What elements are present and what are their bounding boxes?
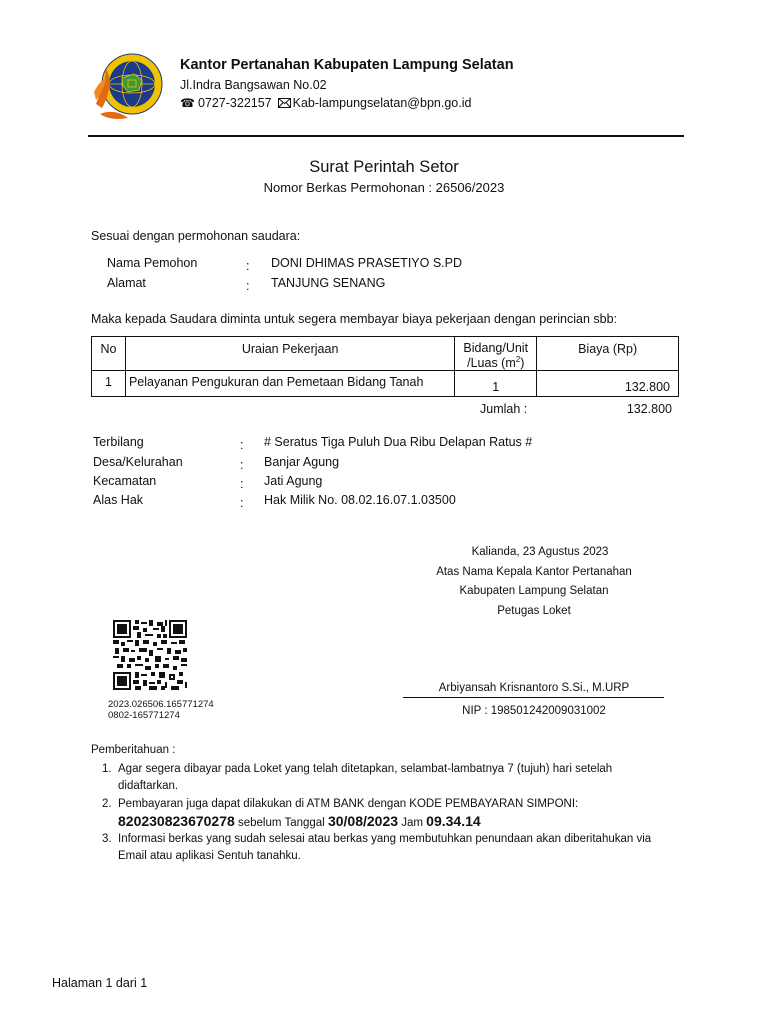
kecamatan-value: Jati Agung [264, 474, 323, 488]
instruction-text: Maka kepada Saudara diminta untuk segera membayar biaya pekerjaan dengan perincian sbb: [91, 312, 618, 326]
file-number: Nomor Berkas Permohonan : 26506/2023 [263, 180, 505, 195]
applicant-name-value: DONI DHIMAS PRASETIYO S.PD [271, 256, 463, 270]
qr-code-icon [113, 620, 187, 690]
desa-value: Banjar Agung [264, 455, 340, 469]
signer-name: Arbiyansah Krisnantoro S.Si., M.URP [438, 682, 630, 694]
notice-item-3-line2: Email atau aplikasi Sentuh tanahku. [118, 849, 301, 862]
header-unit [455, 337, 537, 371]
organization-name: Kantor Pertanahan Kabupaten Lampung Selatan [180, 57, 514, 73]
list-number: 3. [102, 833, 112, 845]
bpn-emblem-icon [92, 48, 168, 124]
row-cost: 132.800 [537, 371, 679, 397]
header-description: Uraian Pekerjaan [125, 337, 454, 371]
list-item [102, 796, 682, 831]
list-number: 2. [102, 798, 112, 810]
header-cost: Biaya (Rp) [537, 337, 679, 371]
qr-code-text [108, 699, 214, 721]
payment-deadline-date: 30/08/2023 [327, 812, 399, 829]
notice-item-2 [118, 796, 578, 831]
table-row [92, 371, 679, 397]
applicant-address-value: TANJUNG SENANG [271, 276, 386, 290]
terbilang-value: # Seratus Tiga Puluh Dua Ribu Delapan Ratus # [264, 435, 533, 449]
organization-address: Jl.Indra Bangsawan No.02 [180, 78, 327, 92]
notice-item-2-before: sebelum Tanggal [238, 816, 325, 829]
alas-hak-label: Alas Hak [93, 493, 144, 507]
organization-contact [180, 96, 471, 110]
header-divider [88, 135, 684, 137]
signer-nip: NIP : 198501242009031002 [462, 705, 606, 717]
qr-code-line1: 2023.026506.165771274 [108, 699, 214, 710]
applicant-name-label: Nama Pemohon [107, 256, 198, 270]
kecamatan-label: Kecamatan [93, 474, 157, 488]
notice-item-1 [118, 761, 612, 794]
desa-label: Desa/Kelurahan [93, 455, 183, 469]
list-item [102, 761, 682, 794]
terbilang-label: Terbilang [93, 435, 144, 449]
list-number: 1. [102, 763, 112, 775]
header-unit-line2: /Luas (m [467, 356, 516, 371]
notice-item-3 [118, 831, 651, 864]
envelope-icon [278, 98, 291, 108]
total-label: Jumlah : [480, 402, 528, 416]
notice-heading: Pemberitahuan : [91, 744, 176, 756]
intro-text: Sesuai dengan permohonan saudara: [91, 229, 301, 243]
signature-line1: Atas Nama Kepala Kantor Pertanahan [436, 566, 632, 578]
notice-item-3-line1: Informasi berkas yang sudah selesai atau berkas yang membutuhkan penundaan akan diberitahukan via [118, 833, 652, 845]
payment-deadline-time: 09.34.14 [426, 812, 481, 829]
header-unit-close: ) [520, 356, 525, 371]
table-header-row [92, 337, 679, 371]
colon: : [246, 279, 250, 293]
signature-line2: Kabupaten Lampung Selatan [459, 585, 609, 597]
signature-rule [403, 697, 664, 698]
colon: : [240, 477, 244, 491]
document-title: Surat Perintah Setor [309, 158, 459, 176]
notice-item-2-jam: Jam [401, 816, 423, 829]
email-address: Kab-lampungselatan@bpn.go.id [292, 96, 472, 110]
total-value: 132.800 [626, 402, 672, 416]
qr-code-line2: 0802-165771274 [108, 710, 180, 721]
row-description: Pelayanan Pengukuran dan Pemetaan Bidang Tanah [125, 371, 454, 397]
page-indicator: Halaman 1 dari 1 [52, 976, 148, 990]
list-item [102, 831, 682, 864]
notice-list [102, 761, 682, 864]
colon: : [240, 438, 244, 452]
phone-number: 0727-322157 [197, 96, 272, 110]
notice-item-1-line2: didaftarkan. [118, 779, 179, 792]
notice-item-1-line1: Agar segera dibayar pada Loket yang telah ditetapkan, selambat-lambatnya 7 (tujuh) hari setelah [118, 763, 613, 775]
header-unit-line1: Bidang/Unit [463, 341, 529, 355]
colon: : [246, 259, 250, 273]
work-table [91, 336, 679, 397]
applicant-address-label: Alamat [107, 276, 146, 290]
payment-code: 820230823670278 [118, 812, 235, 829]
header-unit-sup: 2 [515, 355, 521, 364]
colon: : [240, 458, 244, 472]
alas-hak-value: Hak Milik No. 08.02.16.07.1.03500 [264, 493, 456, 507]
notice-item-2-line1: Pembayaran juga dapat dilakukan di ATM BANK dengan KODE PEMBAYARAN SIMPONI: [118, 798, 579, 810]
header-no: No [92, 337, 126, 371]
colon: : [240, 496, 244, 510]
row-no: 1 [92, 371, 126, 397]
signature-line3: Petugas Loket [497, 605, 571, 617]
place-date: Kalianda, 23 Agustus 2023 [471, 546, 609, 558]
row-unit: 1 [455, 371, 537, 397]
phone-icon: ☎ [180, 96, 195, 110]
